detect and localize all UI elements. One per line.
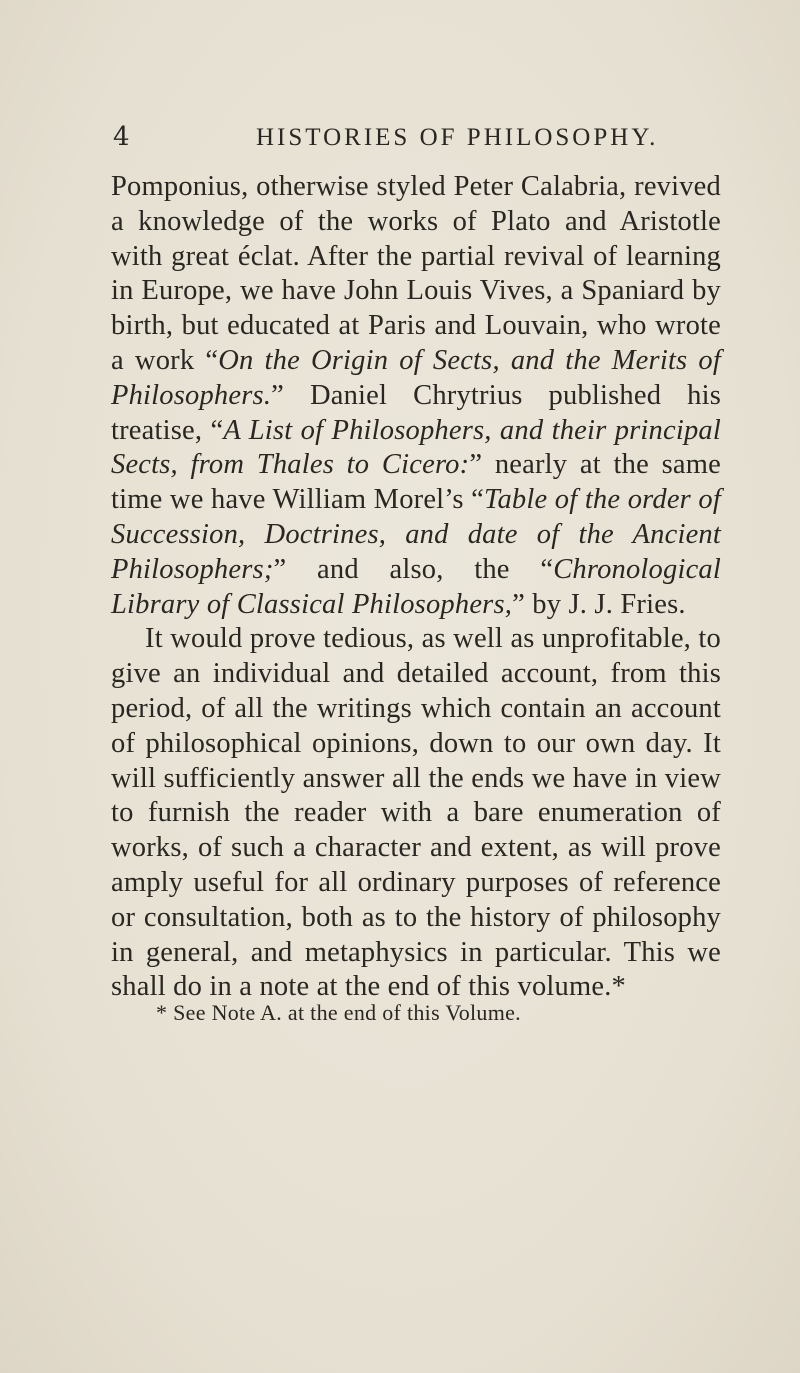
paragraph-1-text-2: ” Daniel Chrytrius published his treatise, “	[111, 379, 721, 446]
work-title-table-of-succession: Table of the order of Succession, Doctrines, and date of the Ancient Philosophers;	[111, 484, 721, 585]
body-text	[111, 170, 721, 1005]
paragraph-1-text-4: ” and also, the “	[273, 553, 554, 585]
page-header	[0, 122, 800, 162]
work-title-origin-of-sects: On the Origin of Sects, and the Merits of Philosophers.	[111, 344, 721, 411]
paragraph-1-text-5: ” by J. J. Fries.	[512, 588, 686, 620]
paragraph-2: It would prove tedious, as well as unprofitable, to give an individual and detailed account, from this period, of all the writings which contain an account of philosophical opinions, down to our own day. It will sufficiently answer all the ends we have in view to furnish the reader with a bare enumeration of works, of such a character and extent, as will prove amply useful for all ordinary purposes of reference or consultation, both as to the history of philosophy in general, and metaphysics in particular. This we shall do in a note at the end of this volume.*	[111, 623, 721, 1003]
work-title-chronological-library: Chronological Library of Classical Philosophers,	[111, 553, 721, 620]
footnote: * See Note A. at the end of this Volume.	[156, 1000, 521, 1025]
paragraph-1-text-1: Pomponius, otherwise styled Peter Calabria, revived a knowledge of the works of Plato and Aristotle with great éclat. After the partial revival of learning in Europe, we have John Louis Vives, a Spaniard by birth, but educated at Paris and Louvain, who wrote a work “	[111, 171, 721, 376]
paragraph-1-text-3: ” nearly at the same time we have William Morel’s “	[111, 449, 721, 516]
page-number: 4	[113, 122, 131, 152]
paragraph-1	[111, 170, 721, 622]
work-title-list-of-philosophers: A List of Philosophers, and their principal Sects, from Thales to Cicero:	[111, 414, 721, 481]
running-head: HISTORIES OF PHILOSOPHY.	[256, 124, 659, 151]
